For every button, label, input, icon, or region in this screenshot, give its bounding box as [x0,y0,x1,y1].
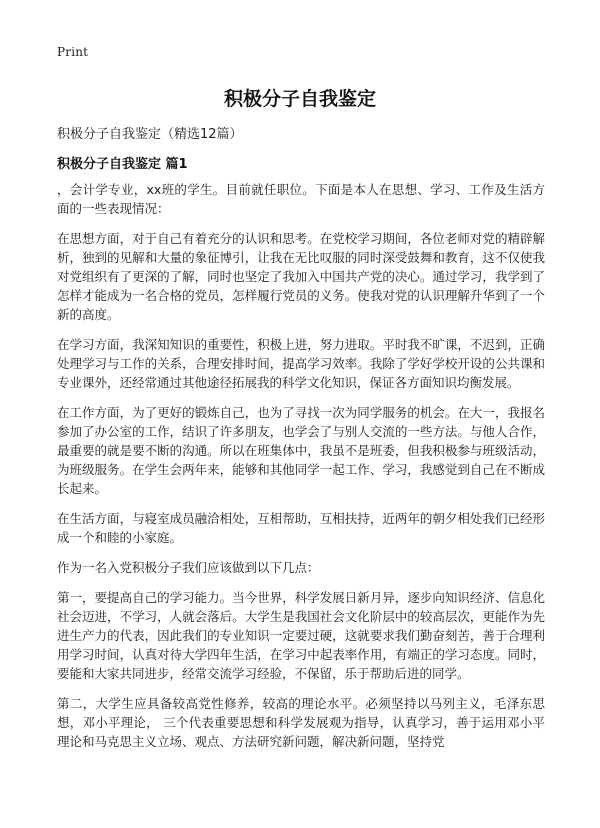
print-label: Print [57,45,89,59]
paragraph-thought: 在思想方面，对于自己有着充分的认识和思考。在党校学习期间，各位老师对党的精辟解析，独到的见解和大量的象征博引，让我在无比叹服的同时深受鼓舞和教育，这不仅使我对党组织有了更深的了解，同时也坚定了我加入中国共产党的决心。通过学习，我学到了怎样才能成为一名合格的党员，怎样履行党员的义务。使我对党的认识理解升华到了一个新的高度。 [57,231,545,322]
document-subtitle: 积极分子自我鉴定（精选12篇） [57,127,243,142]
paragraph-point-2: 第二，大学生应具备较高党性修养，较高的理论水平。必须坚持以马列主义，毛泽东思想，邓小平理论， 三个代表重要思想和科学发展观为指导，认真学习，善于运用邓小平理论和马克思主义立场、观点、方法研究新问题，解决新问题，坚持党 [57,696,545,749]
paragraph-study: 在学习方面，我深知知识的重要性，积极上进，努力进取。平时我不旷课，不迟到，正确处理学习与工作的关系，合理安排时间，提高学习效率。我除了学好学校开设的公共课和专业课外，还经常通过其他途径拓展我的科学文化知识，保证各方面知识均衡发展。 [57,337,545,390]
paragraph-point-1: 第一，要提高自己的学习能力。当今世界，科学发展日新月异，逐步向知识经济、信息化社会迈进，不学习，人就会落后。大学生是我国社会文化阶层中的较高层次，更能作为先进生产力的代表，因此我们的专业知识一定要过硬，这就要求我们勤奋刻苦，善于合理利用学习时间，认真对待大学四年生活，在学习中起表率作用，有端正的学习态度。同时，要能和大家共同进步，经常交流学习经验，不保留，乐于帮助后进的同学。 [57,590,545,681]
section-heading: 积极分子自我鉴定 篇1 [57,157,188,172]
document-body [57,180,545,762]
paragraph-intro: ，会计学专业，xx班的学生。目前就任职位。下面是本人在思想、学习、工作及生活方面的一些表现情况： [57,182,545,216]
paragraph-points-intro: 作为一名入党积极分子我们应该做到以下几点： [57,560,320,575]
document-title: 积极分子自我鉴定 [223,88,376,110]
paragraph-work: 在工作方面，为了更好的锻炼自己，也为了寻找一次为同学服务的机会。在大一，我报名参加了办公室的工作，结识了许多朋友，也学会了与别人交流的一些方法。与他人合作，最重要的就是要不断的沟通。所以在班集体中，我虽不是班委，但我积极参与班级活动，为班级服务。在学生会两年来，能够和其他同学一起工作、学习，我感觉到自己在不断成长起来。 [57,405,545,496]
paragraph-life: 在生活方面，与寝室成员融洽相处，互相帮助，互相扶持，近两年的朝夕相处我们已经形成一个和睦的小家庭。 [57,511,545,545]
